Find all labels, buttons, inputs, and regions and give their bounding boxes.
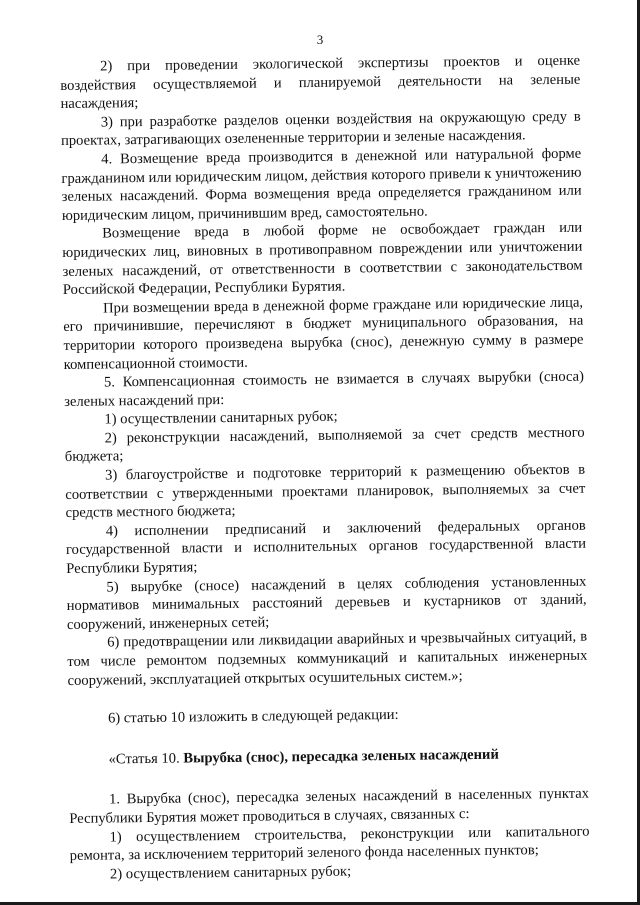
amendment-line: 6) статью 10 изложить в следующей редакции: (107, 707, 399, 727)
paragraph: 5. Компенсационная стоимость не взимается в случаях вырубки (сноса) зеленых насаждений при: (64, 368, 585, 410)
paragraph: Возмещение вреда в любой форме не освобождает граждан или юридических лиц, виновных в противоправном повреждении или уничтожении зеленых насаждений, от ответственности в соответствии с законодательством Российской Федерации, Республики Бурятия. (62, 219, 583, 299)
article-heading-prefix: «Статья 10. (108, 750, 180, 768)
list-item: 1) осуществлении санитарных рубок; (104, 408, 338, 428)
paragraph: При возмещении вреда в денежной форме граждане или юридические лица, его причинившие, перечисляют в бюджет муниципального образования, на территории которого произведена вырубка (снос), денежную сумму в размере компенсационной стоимости. (63, 294, 584, 373)
list-item: 4) исполнении предписаний и заключений федеральных органов государственной власти и исполнительных органов государственной власти Республики Бурятия; (65, 517, 587, 577)
paragraph: 2) при проведении экологической экспертизы проектов и оценке воздействия осуществляемой и планируемой деятельности на зеленые насаждения; (60, 52, 581, 113)
article-paragraph: 1. Вырубка (снос), пересадка зеленых насаждений в населенных пунктах Республики Бурятия может проводиться в случаях, связанных с: (69, 785, 590, 827)
article-heading-title: Вырубка (снос), пересадка зеленых насаждений (183, 746, 499, 767)
list-item: 3) благоустройстве и подготовке территорий к размещению объектов в соответствии с утвержденными проектами планировок, выполняемых за счет средств местного бюджета; (65, 461, 586, 522)
list-item: 1) осуществлением строительства, реконструкции или капитального ремонта, за исключением территорий зеленого фонда населенных пунктов; (69, 823, 590, 865)
paragraph: 3) при разработке разделов оценки воздействия на окружающую среду в проектах, затрагивающих озелененные территории и зеленые насаждения. (60, 108, 581, 150)
article-heading (68, 744, 588, 769)
paragraph: 4. Возмещение вреда производится в денежной или натуральной форме гражданином или юридическим лицом, действия которого привели к уничтожению зеленых насаждений. Форма возмещения вреда определяется гражданином или юридическим лицом, причинившим вред, самостоятельно. (61, 145, 582, 224)
document-body (60, 52, 590, 885)
page-number: 3 (316, 32, 324, 47)
list-item: 2) осуществлением санитарных рубок; (109, 863, 352, 883)
list-item: 6) предотвращении или ликвидации аварийных и чрезвычайных ситуаций, в том числе ремонтом подземных коммуникаций и капитальных инженерных сооружений, эксплуатацией открытых осушительных систем.»; (67, 629, 588, 689)
list-item: 5) вырубке (сносе) насаждений в целях соблюдения установленных нормативов минимальных расстояний деревьев и кустарников от зданий, сооружений, инженерных сетей; (66, 573, 587, 633)
list-item: 2) реконструкции насаждений, выполняемой за счет средств местного бюджета; (64, 424, 585, 466)
